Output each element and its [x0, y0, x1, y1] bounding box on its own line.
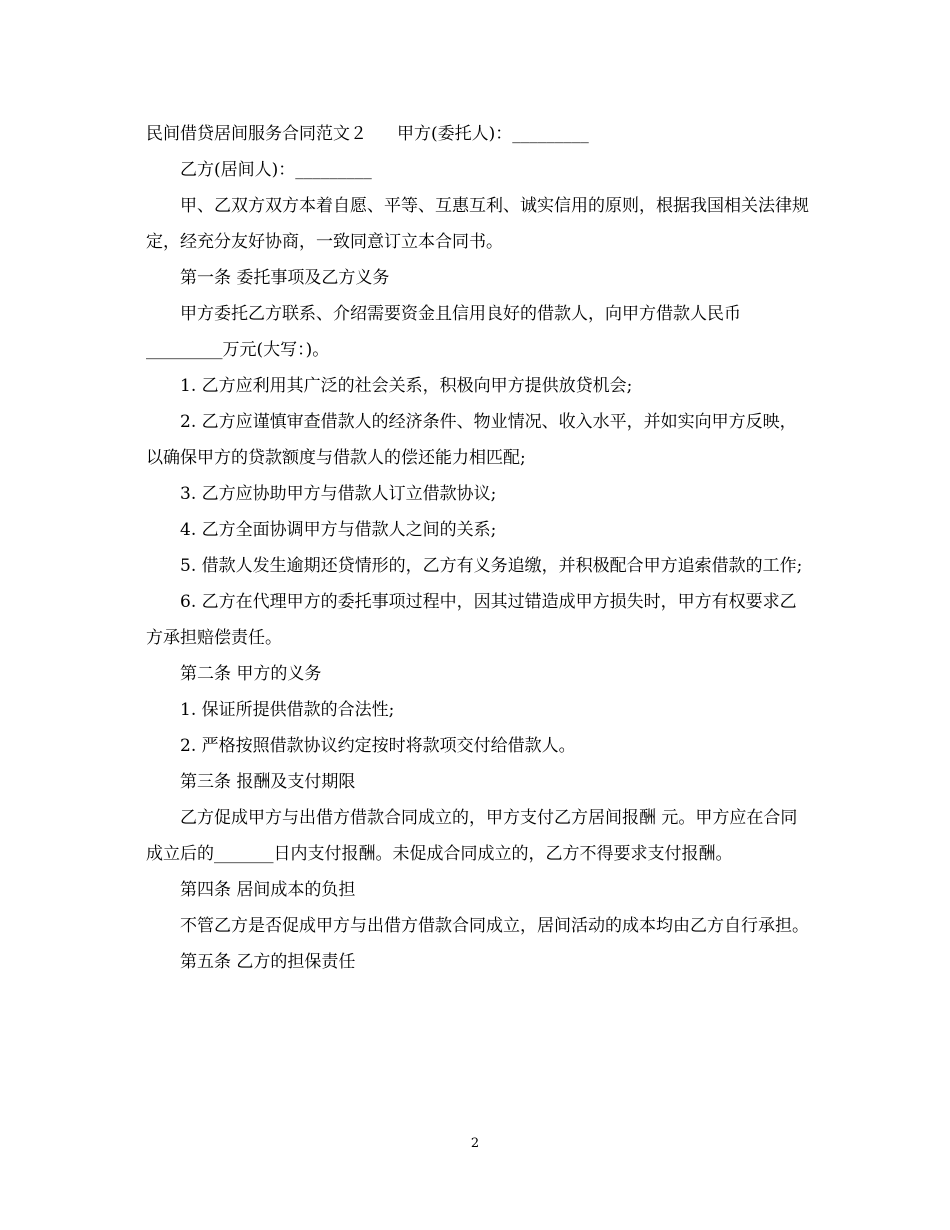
article-1-item-4: 4. 乙方全面协调甲方与借款人之间的关系; [180, 520, 497, 540]
document-title: 民间借贷居间服务合同范文２ [146, 124, 367, 144]
title-line [146, 116, 810, 152]
article-3-text: 乙方促成甲方与出借方借款合同成立的，甲方支付乙方居间报酬 元。甲方应在合同成立后的_______日内支付报酬。未促成合同成立的，乙方不得要求支付报酬。 [146, 808, 798, 864]
party-b-line: 乙方(居间人)：_________ [180, 160, 372, 180]
article-1-item-6: 6. 乙方在代理甲方的委托事项过程中，因其过错造成甲方损失时，甲方有权要求乙方承担赔偿责任。 [146, 592, 797, 648]
article-1-item-5: 5. 借款人发生逾期还贷情形的，乙方有义务追缴，并积极配合甲方追索借款的工作; [180, 556, 803, 576]
article-4-text: 不管乙方是否促成甲方与出借方借款合同成立，居间活动的成本均由乙方自行承担。 [180, 916, 809, 936]
article-4-heading: 第四条 居间成本的负担 [180, 880, 356, 900]
article-5-heading: 第五条 乙方的担保责任 [180, 952, 356, 972]
party-a-line: 甲方(委托人)：_________ [397, 124, 589, 144]
article-1-item-1: 1. 乙方应利用其广泛的社会关系，积极向甲方提供放贷机会; [180, 376, 633, 396]
page-number: 2 [470, 1136, 480, 1151]
article-3-heading: 第三条 报酬及支付期限 [180, 772, 356, 792]
document-body [146, 116, 810, 980]
article-1-heading: 第一条 委托事项及乙方义务 [180, 268, 390, 288]
article-1-item-2: 2. 乙方应谨慎审查借款人的经济条件、物业情况、收入水平，并如实向甲方反映，以确保甲方的贷款额度与借款人的偿还能力相匹配; [146, 412, 797, 468]
preamble-paragraph: 甲、乙双方双方本着自愿、平等、互惠互利、诚实信用的原则，根据我国相关法律规定，经充分友好协商，一致同意订立本合同书。 [146, 196, 809, 252]
article-2-heading: 第二条 甲方的义务 [180, 664, 322, 684]
article-2-item-2: 2. 严格按照借款协议约定按时将款项交付给借款人。 [180, 736, 576, 756]
article-1-item-3: 3. 乙方应协助甲方与借款人订立借款协议; [180, 484, 497, 504]
article-2-item-1: 1. 保证所提供借款的合法性; [180, 700, 395, 720]
article-1-intro: 甲方委托乙方联系、介绍需要资金且信用良好的借款人，向甲方借款人民币_________万元(大写：)。 [146, 304, 741, 360]
